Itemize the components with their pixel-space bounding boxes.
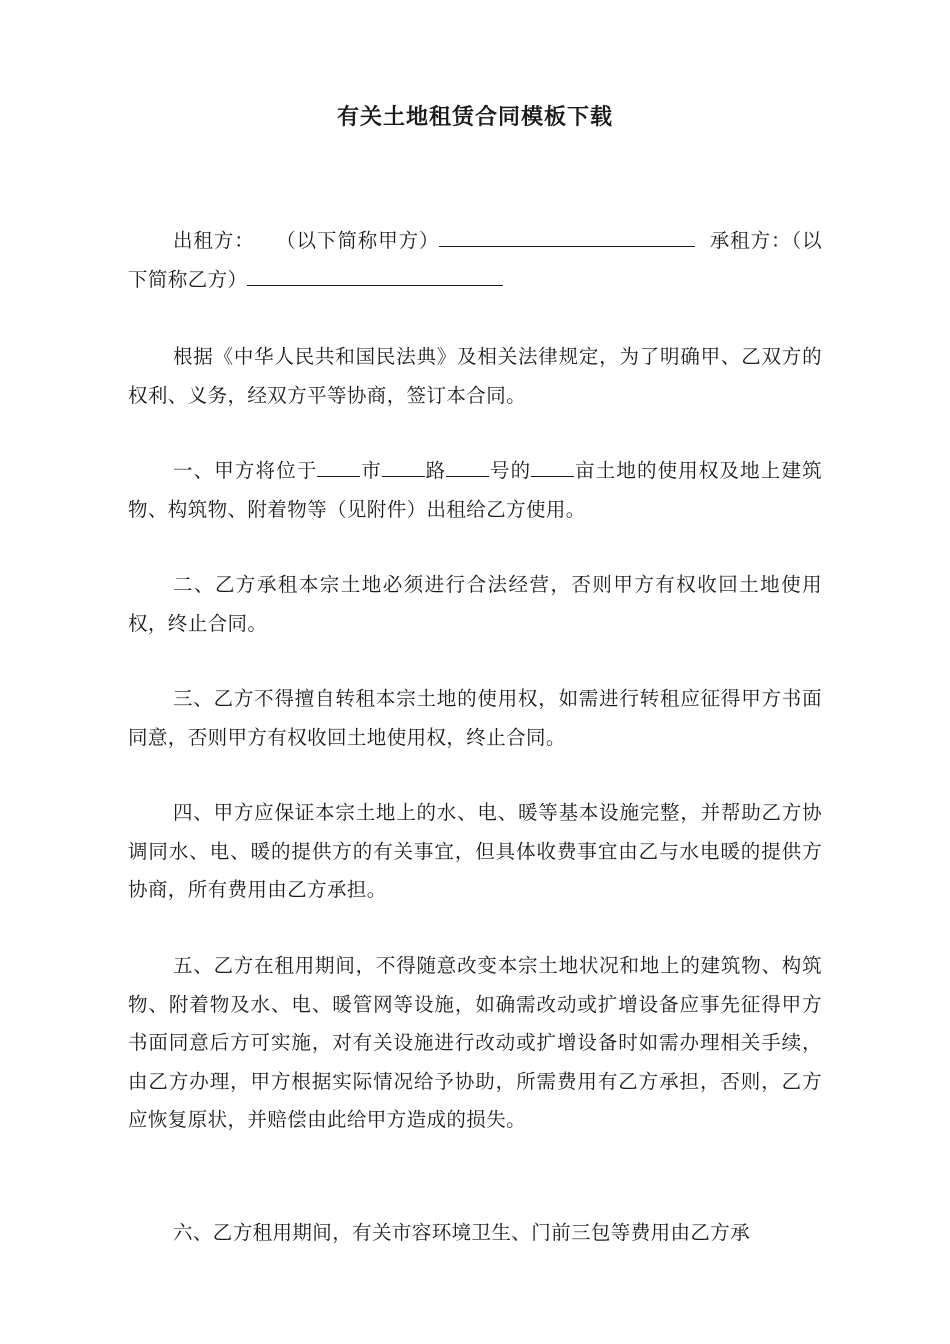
- clause-1-text-c: 路: [424, 459, 447, 482]
- clause-6-paragraph: 六、乙方租用期间，有关市容环境卫生、门前三包等费用由乙方承: [173, 1221, 751, 1244]
- clause-1-text-a: 一、甲方将位于: [173, 459, 318, 482]
- city-blank: [317, 454, 360, 477]
- clause-2-paragraph: 二、乙方承租本宗土地必须进行合法经营，否则甲方有权收回土地使用权，终止合同。: [128, 573, 822, 635]
- clause-4-paragraph: 四、甲方应保证本宗土地上的水、电、暖等基本设施完整，并帮助乙方协调同水、电、暖的提供方的有关事宜，但具体收费事宜由乙与水电暖的提供方协商，所有费用由乙方承担。: [128, 801, 822, 901]
- road-blank: [382, 454, 425, 477]
- lessor-name-blank: [439, 224, 695, 247]
- lessee-abbreviation: （以下简称乙方）: [128, 229, 822, 291]
- lessor-abbreviation: （以下简称甲方）: [276, 229, 440, 252]
- lessee-name-blank: [247, 263, 503, 286]
- clause-1-text-b: 市: [360, 459, 382, 482]
- lessee-label: 承租方：: [709, 229, 792, 252]
- document-title: 有关土地租赁合同模板下载: [336, 105, 613, 130]
- clause-3-paragraph: 三、乙方不得擅自转租本宗土地的使用权，如需进行转租应征得甲方书面同意，否则甲方有权收回土地使用权，终止合同。: [128, 687, 822, 749]
- clause-1-text-d: 号的: [489, 459, 532, 482]
- number-blank: [446, 454, 489, 477]
- clause-1-text-e: 亩土地的使用权及地上建筑物、构筑物、附着物等（见附件）出租给乙方使用。: [128, 459, 822, 521]
- clause-1-paragraph: [128, 452, 822, 529]
- clause-5-paragraph: 五、乙方在租用期间，不得随意改变本宗土地状况和地上的建筑物、构筑物、附着物及水、电、暖管网等设施，如确需改动或扩增设备应事先征得甲方书面同意后方可实施，对有关设施进行改动或扩增设备时如需办理相关手续，由乙方办理，甲方根据实际情况给予协助，所需费用有乙方承担，否则，乙方应恢复原状，并赔偿由此给甲方造成的损失。: [128, 954, 822, 1131]
- area-blank: [531, 454, 574, 477]
- parties-paragraph: [128, 222, 822, 299]
- lessor-label: 出租方：: [173, 229, 255, 252]
- intro-paragraph: 根据《中华人民共和国民法典》及相关法律规定，为了明确甲、乙双方的权利、义务，经双方平等协商，签订本合同。: [128, 345, 822, 407]
